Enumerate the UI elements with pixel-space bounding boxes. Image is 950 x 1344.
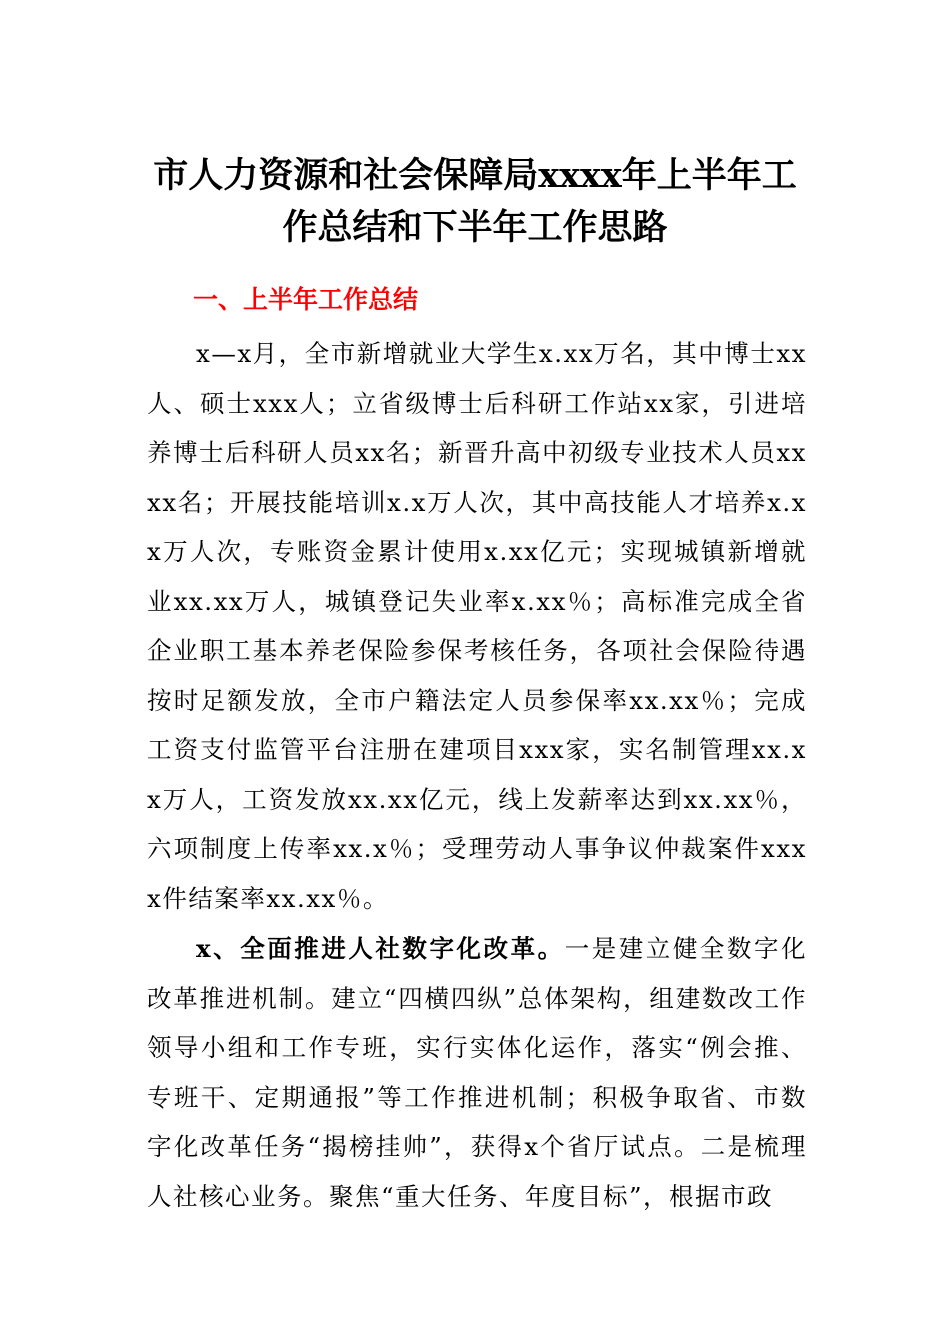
paragraph-lead: x、全面推进人社数字化改革。	[196, 934, 565, 963]
paragraph-digital-reform	[147, 924, 807, 1221]
paragraph-body: 一是建立健全数字化改革推进机制。建立“四横四纵”总体架构，组建数改工作领导小组和工作专班，实行实体化运作，落实“例会推、专班干、定期通报”等工作推进机制；积极争取省、市数字化改革任务“揭榜挂帅”，获得x个省厅试点。二是梳理人社核心业务。聚焦“重大任务、年度目标”，根据市政	[147, 934, 808, 1211]
document-title: 市人力资源和社会保障局xxxx年上半年工作总结和下半年工作思路	[153, 155, 797, 248]
paragraph-summary: x—x月，全市新增就业大学生x.xx万名，其中博士xx人、硕士xxx人；立省级博士后科研工作站xx家，引进培养博士后科研人员xx名；新晋升高中初级专业技术人员xxxx名；开展技能培训x.x万人次，其中高技能人才培养x.xx万人次，专账资金累计使用x.xx亿元；实现城镇新增就业xx.xx万人，城镇登记失业率x.xx％；高标准完成全省企业职工基本养老保险参保考核任务，各项社会保险待遇按时足额发放，全市户籍法定人员参保率xx.xx％；完成工资支付监管平台注册在建项目xxx家，实名制管理xx.xx万人，工资发放xx.xx亿元，线上发薪率达到xx.xx％，六项制度上传率xx.x％；受理劳动人事争议仲裁案件xxxx件结案率xx.xx％。	[147, 339, 807, 913]
section-heading: 一、上半年工作总结	[193, 285, 419, 314]
